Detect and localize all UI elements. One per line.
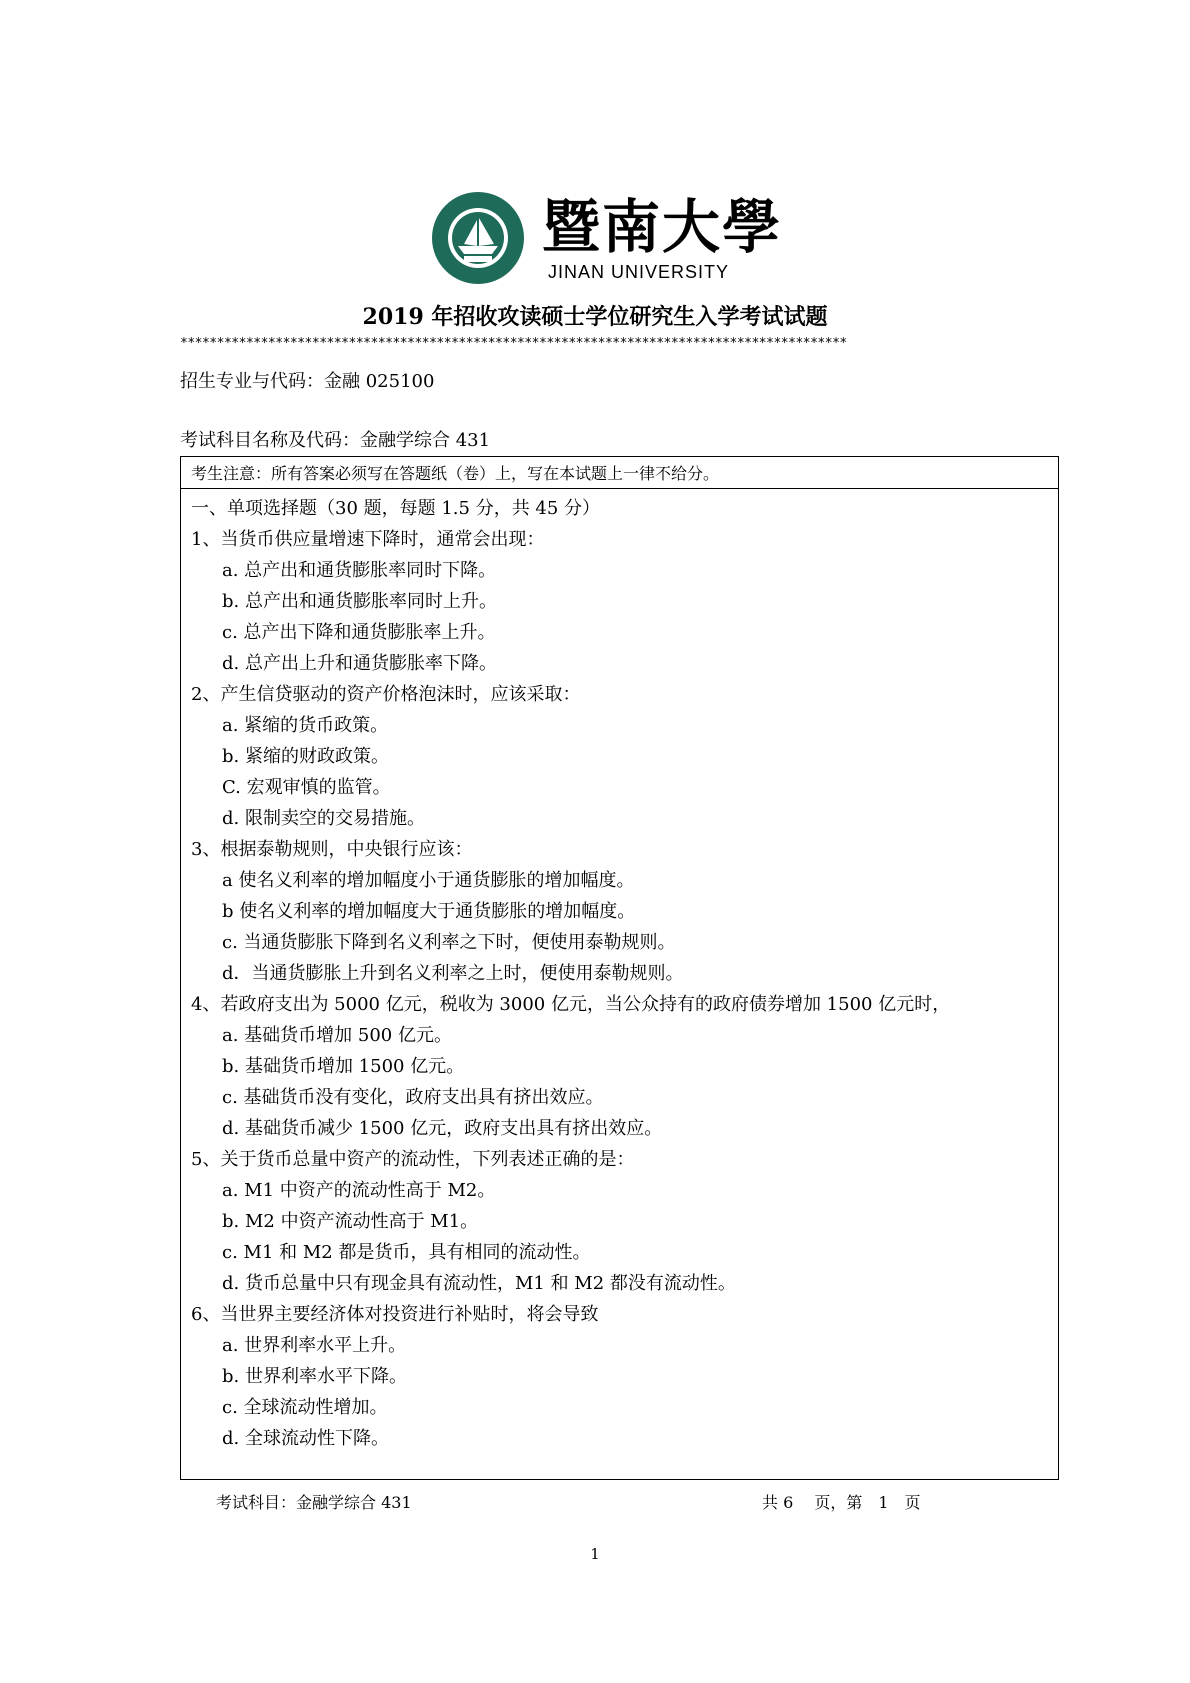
question-option: b. 总产出和通货膨胀率同时上升。 [222,591,497,612]
question-option: d. 全球流动性下降。 [222,1428,389,1449]
section-title: 一、单项选择题（30 题，每题 1.5 分，共 45 分） [191,498,601,519]
university-seal-icon [430,190,526,286]
question-box [180,456,1059,1480]
question-option: a. 世界利率水平上升。 [222,1335,407,1356]
logo-english-name: JINAN UNIVERSITY [548,262,730,282]
question-option: b. 紧缩的财政政策。 [222,746,389,767]
question-option: d. 货币总量中只有现金具有流动性，M1 和 M2 都没有流动性。 [222,1273,736,1294]
question-list [181,489,1058,1454]
exam-title: 2019 年招收攻读硕士学位研究生入学考试试题 [362,304,828,330]
question-option: c. 基础货币没有变化，政府支出具有挤出效应。 [222,1087,604,1108]
question-stem: 4、若政府支出为 5000 亿元，税收为 3000 亿元，当公众持有的政府债券增加 1500 亿元时， [191,994,951,1015]
question-option: d．当通货膨胀上升到名义利率之上时，便使用泰勒规则。 [222,963,684,984]
question-stem: 3、根据泰勒规则，中央银行应该： [191,839,473,860]
question-option: d. 基础货币减少 1500 亿元，政府支出具有挤出效应。 [222,1118,663,1139]
question-option: a. 基础货币增加 500 亿元。 [222,1025,452,1046]
question-option: a. 总产出和通货膨胀率同时下降。 [222,560,497,581]
major-info: 招生专业与代码：金融 025100 [180,371,435,392]
candidate-notice: 考生注意：所有答案必须写在答题纸（卷）上，写在本试题上一律不给分。 [181,457,1058,489]
question-option: a. 紧缩的货币政策。 [222,715,389,736]
question-stem: 2、产生信贷驱动的资产价格泡沫时，应该采取： [191,684,581,705]
footer-subject: 考试科目：金融学综合 431 [216,1493,412,1512]
question-option: b. 世界利率水平下降。 [222,1366,407,1387]
separator-line: ******************************************************************************************* [180,336,847,351]
question-option: c. 总产出下降和通货膨胀率上升。 [222,622,496,643]
question-option: a 使名义利率的增加幅度小于通货膨胀的增加幅度。 [222,870,635,891]
question-option: b 使名义利率的增加幅度大于通货膨胀的增加幅度。 [222,901,636,922]
logo-chinese-name: 暨南大學 [542,193,783,261]
footer-page-count: 共 6 页，第 1 页 [762,1493,921,1512]
question-option: d. 限制卖空的交易措施。 [222,808,425,829]
university-logo [430,190,783,290]
question-option: d. 总产出上升和通货膨胀率下降。 [222,653,497,674]
page-number: 1 [590,1545,600,1563]
question-stem: 5、关于货币总量中资产的流动性，下列表述正确的是： [191,1149,635,1170]
question-option: b. 基础货币增加 1500 亿元。 [222,1056,465,1077]
question-option: c. 当通货膨胀下降到名义利率之下时，便使用泰勒规则。 [222,932,676,953]
question-option: c. M1 和 M2 都是货币，具有相同的流动性。 [222,1242,591,1263]
question-stem: 1、当货币供应量增速下降时，通常会出现： [191,529,545,550]
question-option: c. 全球流动性增加。 [222,1397,388,1418]
question-option: a. M1 中资产的流动性高于 M2。 [222,1180,496,1201]
subject-info: 考试科目名称及代码：金融学综合 431 [180,430,491,451]
question-option: C. 宏观审慎的监管。 [222,777,391,798]
question-option: b. M2 中资产流动性高于 M1。 [222,1211,479,1232]
question-stem: 6、当世界主要经济体对投资进行补贴时，将会导致 [191,1304,599,1325]
